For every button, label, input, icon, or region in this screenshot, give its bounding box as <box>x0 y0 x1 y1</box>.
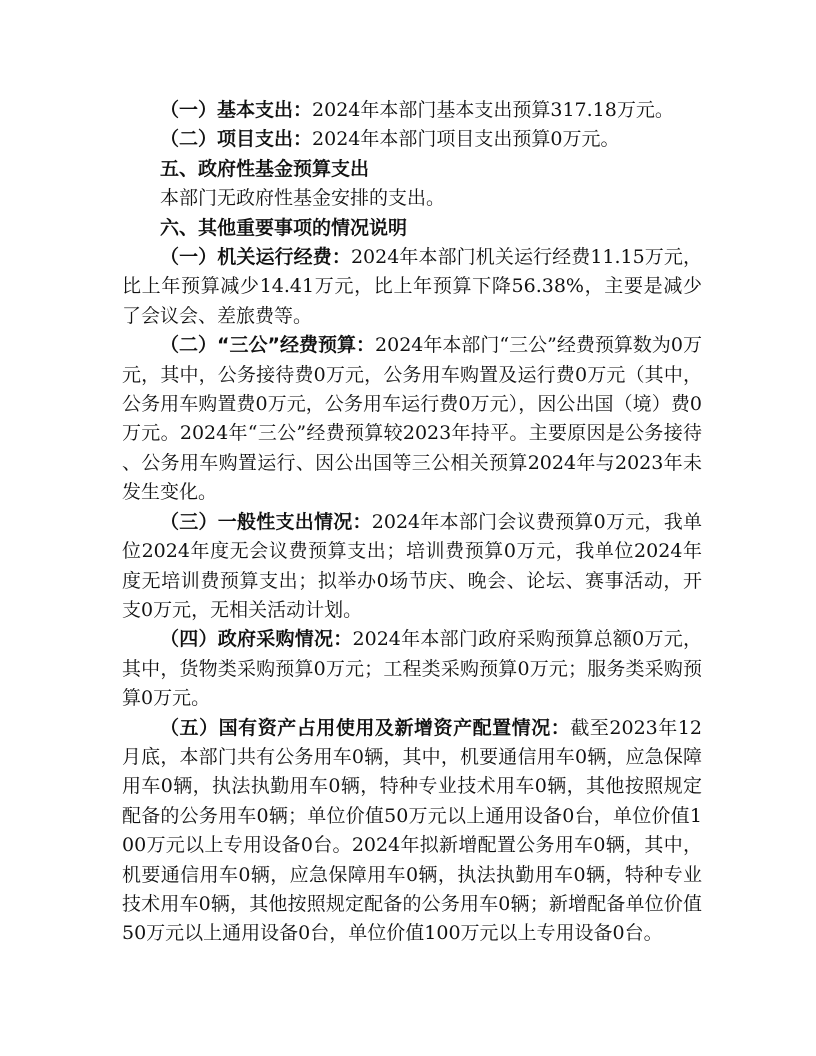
paragraph-body: 2024年本部门政府采购预算总额0万元，其中，货物类采购预算0万元；工程类采购预算0万元；服务类采购预算0万元。 <box>122 628 702 710</box>
paragraph-lead: （一）基本支出： <box>160 99 313 121</box>
paragraph-body: 2024年本部门会议费预算0万元，我单位2024年度无会议费预算支出；培训费预算0万元，我单位2024年度无培训费预算支出；拟举办0场节庆、晚会、论坛、赛事活动，开支0万元，无相关活动计划。 <box>122 510 702 621</box>
paragraph-lead: （二）项目支出： <box>160 128 313 151</box>
paragraph-project-expenditure <box>122 125 702 154</box>
paragraph-body: 2024年本部门机关运行经费11.15万元，比上年预算减少14.41万元，比上年预算下降56.38%，主要是减少了会议会、差旅费等。 <box>122 246 702 327</box>
paragraph-lead: （一）机关运行经费： <box>160 246 351 269</box>
paragraph-lead: （二）“三公”经费预算： <box>160 334 376 357</box>
paragraph-body: 2024年本部门“三公”经费预算数为0万元，其中，公务接待费0万元，公务用车购置及运行费0万元（其中，公务用车购置费0万元，公务用车运行费0万元），因公出国（境）费0万元。2024年“三公”经费预算较2023年持平。主要原因是公务接待、公务用车购置运行、因公出国等三公相关预算2024年与2023年未发生变化。 <box>122 334 702 504</box>
paragraph-body: 2024年本部门项目支出预算0万元。 <box>312 128 620 151</box>
paragraph-government-procurement <box>122 625 702 713</box>
section-heading-government-fund: 五、政府性基金预算支出 <box>160 157 370 180</box>
paragraph-three-public-expenses <box>122 331 702 507</box>
paragraph-lead: （五）国有资产占用使用及新增资产配置情况： <box>160 716 571 739</box>
paragraph-state-assets <box>122 714 702 949</box>
paragraph-operating-costs <box>122 243 702 331</box>
paragraph-general-expenditure <box>122 508 702 626</box>
paragraph-body: 2024年本部门基本支出预算317.18万元。 <box>312 99 674 121</box>
paragraph-no-government-fund: 本部门无政府性基金安排的支出。 <box>160 187 446 210</box>
paragraph-lead: （三）一般性支出情况： <box>160 510 372 533</box>
document-page <box>122 96 702 949</box>
section-heading-other-matters: 六、其他重要事项的情况说明 <box>160 216 408 239</box>
paragraph-lead: （四）政府采购情况： <box>160 628 353 651</box>
paragraph-basic-expenditure <box>122 96 702 125</box>
paragraph-body: 截至2023年12月底，本部门共有公务用车0辆，其中，机要通信用车0辆，应急保障用车0辆，执法执勤用车0辆，特种专业技术用车0辆，其他按照规定配备的公务用车0辆；单位价值50万元以上通用设备0台，单位价值100万元以上专用设备0台。2024年拟新增配置公务用车0辆，其中，机要通信用车0辆，应急保障用车0辆，执法执勤用车0辆，特种专业技术用车0辆，其他按照规定配备的公务用车0辆；新增配备单位价值50万元以上通用设备0台，单位价值100万元以上专用设备0台。 <box>122 716 702 945</box>
